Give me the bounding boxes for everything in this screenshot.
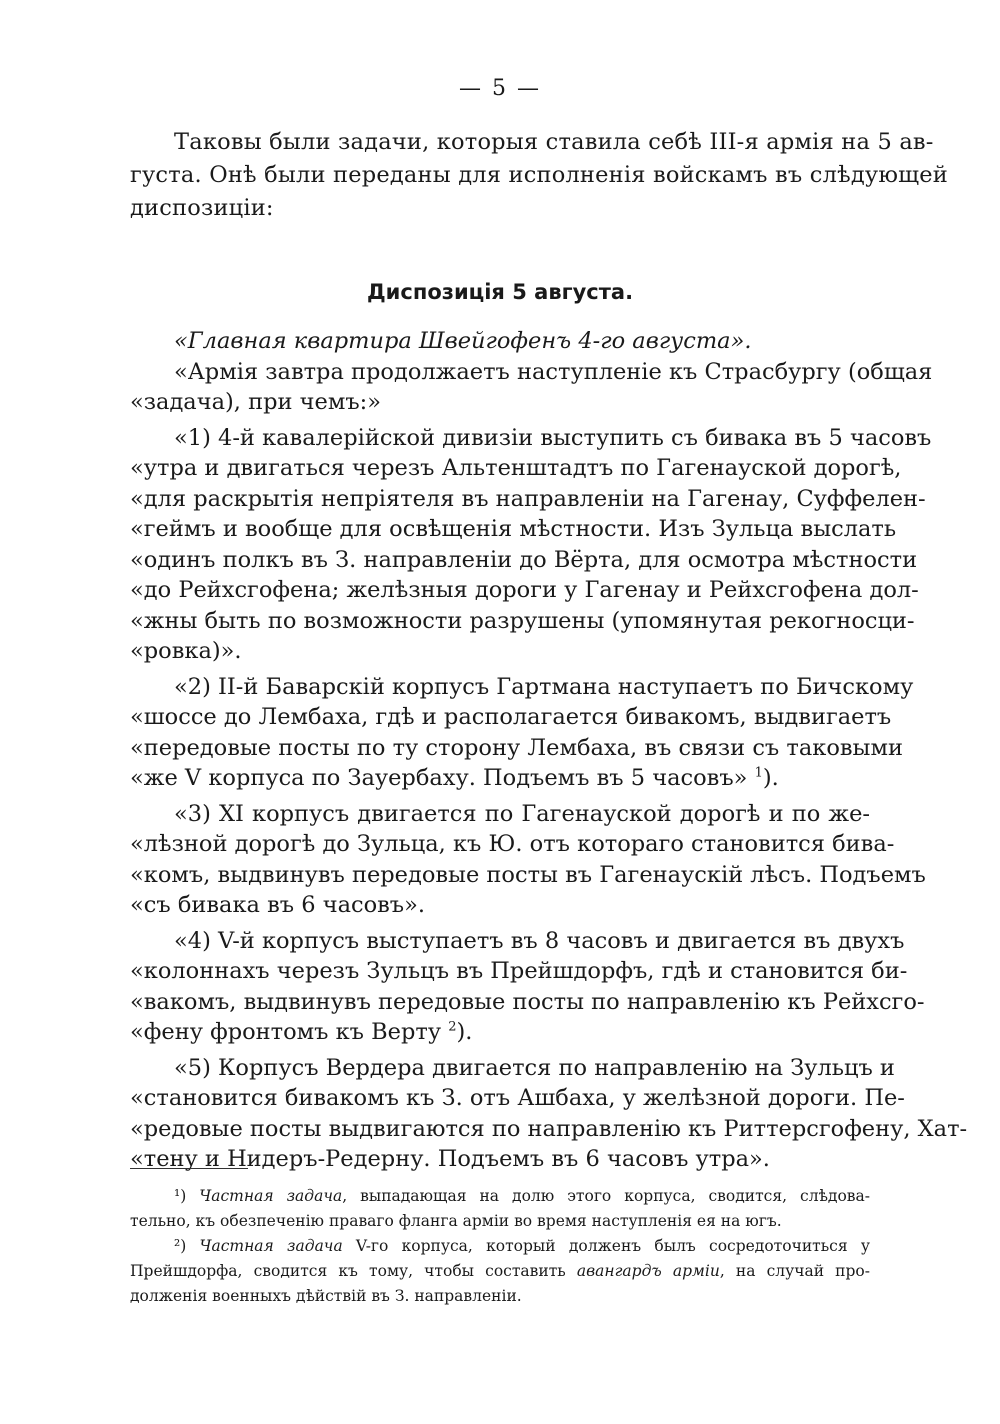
point-5-line: «5) Корпусъ Вердера двигается по направленію на Зульцъ и (174, 1054, 895, 1081)
point-4-line: «колоннахъ черезъ Зульцъ въ Прейшдорфъ, гдѣ и становится би- (130, 958, 908, 984)
point-2-line: «передовые посты по ту сторону Лембаха, въ связи съ таковыми (130, 734, 903, 761)
point-1-line: «утра и двигаться черезъ Альтенштадтъ по Гагенауской дорогѣ, (130, 455, 902, 481)
point-3-line: «комъ, выдвинувъ передовые посты въ Гагенаускій лѣсъ. Подъемъ (130, 861, 926, 888)
point-3-line: «лѣзной дорогѣ до Зульца, къ Ю. отъ котораго становится бива- (130, 831, 895, 857)
point-1-line: «ровка)». (130, 638, 242, 664)
footnote-ref-2: 2 (448, 1019, 457, 1035)
point-2-line: «2) II-й Баварскій корпусъ Гартмана наступаетъ по Бичскому (174, 673, 914, 700)
army-line: «Армія завтра продолжаетъ наступленіе къ Страсбургу (общая (174, 358, 933, 385)
footnote-1: ¹) Частная задача, выпадающая на долю этого корпуса, сводится, слѣдова- (174, 1187, 871, 1205)
intro-line: диспозиціи: (130, 195, 274, 221)
disposition-text (130, 326, 968, 1175)
point-1-line: «до Рейхсгофена; желѣзныя дороги у Гагенау и Рейхсгофена дол- (130, 577, 919, 603)
footnotes (130, 1184, 870, 1309)
section-heading: Диспозиція 5 августа. (366, 280, 634, 304)
point-1-line: «для раскрытія непріятеля въ направленіи на Гагенау, Суффелен- (130, 485, 926, 512)
intro-line: густа. Онѣ были переданы для исполненія войскамъ въ слѣдующей (130, 162, 948, 188)
intro-line: Таковы были задачи, которыя ставила себѣ III-я армія на 5 ав- (174, 129, 934, 155)
point-1-line: «1) 4-й кавалерійской дивизіи выступить съ бивака въ 5 часовъ (174, 424, 932, 451)
point-5-line: «редовые посты выдвигаются по направленію къ Риттерсгофену, Хат- (130, 1115, 968, 1142)
footnote-1-cont: тельно, къ обезпеченію праваго фланга арміи во время наступленія ея на югъ. (130, 1212, 782, 1230)
footnote-2: ²) Частная задача V-го корпуса, который долженъ былъ сосредоточиться у (174, 1237, 870, 1255)
point-1-line: «одинъ полкъ въ З. направленіи до Вёрта, для осмотра мѣстности (130, 546, 918, 573)
point-5-line: «тену и Нидеръ-Редерну. Подъемъ въ 6 часовъ утра». (130, 1146, 770, 1172)
point-2-line: «же V корпуса по Зауербаху. Подъемъ въ 5 часовъ» $^1$). (130, 765, 779, 791)
footnote-2-end: долженія военныхъ дѣйствій въ З. направленіи. (130, 1287, 522, 1305)
point-1-line: «жны быть по возможности разрушены (упомянутая рекогносци- (130, 607, 915, 634)
point-4-line: «4) V-й корпусъ выступаетъ въ 8 часовъ и двигается въ двухъ (174, 927, 905, 954)
point-3-line: «3) XI корпусъ двигается по Гагенауской дорогѣ и по же- (174, 800, 870, 827)
point-4-line: «фену фронтомъ къ Верту $^2$). (130, 1019, 473, 1045)
intro-paragraph (130, 126, 948, 225)
army-line: «задача), при чемъ:» (130, 389, 381, 415)
page-number: — 5 — (459, 76, 541, 101)
footnote-2-cont: Прейшдорфа, сводится къ тому, чтобы составить авангардъ арміи, на случай про- (130, 1262, 870, 1280)
footnote-ref-1: 1 (754, 765, 763, 781)
footnote-divider (130, 1168, 248, 1169)
point-5-line: «становится бивакомъ къ З. отъ Ашбаха, у желѣзной дороги. Пе- (130, 1085, 905, 1111)
point-3-line: «съ бивака въ 6 часовъ». (130, 892, 426, 918)
point-1-line: «геймъ и вообще для освѣщенія мѣстности. Изъ Зульца выслать (130, 516, 897, 542)
disposition-header: «Главная квартира Швейгофенъ 4-го августа». (174, 328, 752, 354)
point-2-line: «шоссе до Лембаха, гдѣ и располагается бивакомъ, выдвигаетъ (130, 704, 892, 730)
point-4-line: «вакомъ, выдвинувъ передовые посты по направленію къ Рейхсго- (130, 988, 925, 1015)
